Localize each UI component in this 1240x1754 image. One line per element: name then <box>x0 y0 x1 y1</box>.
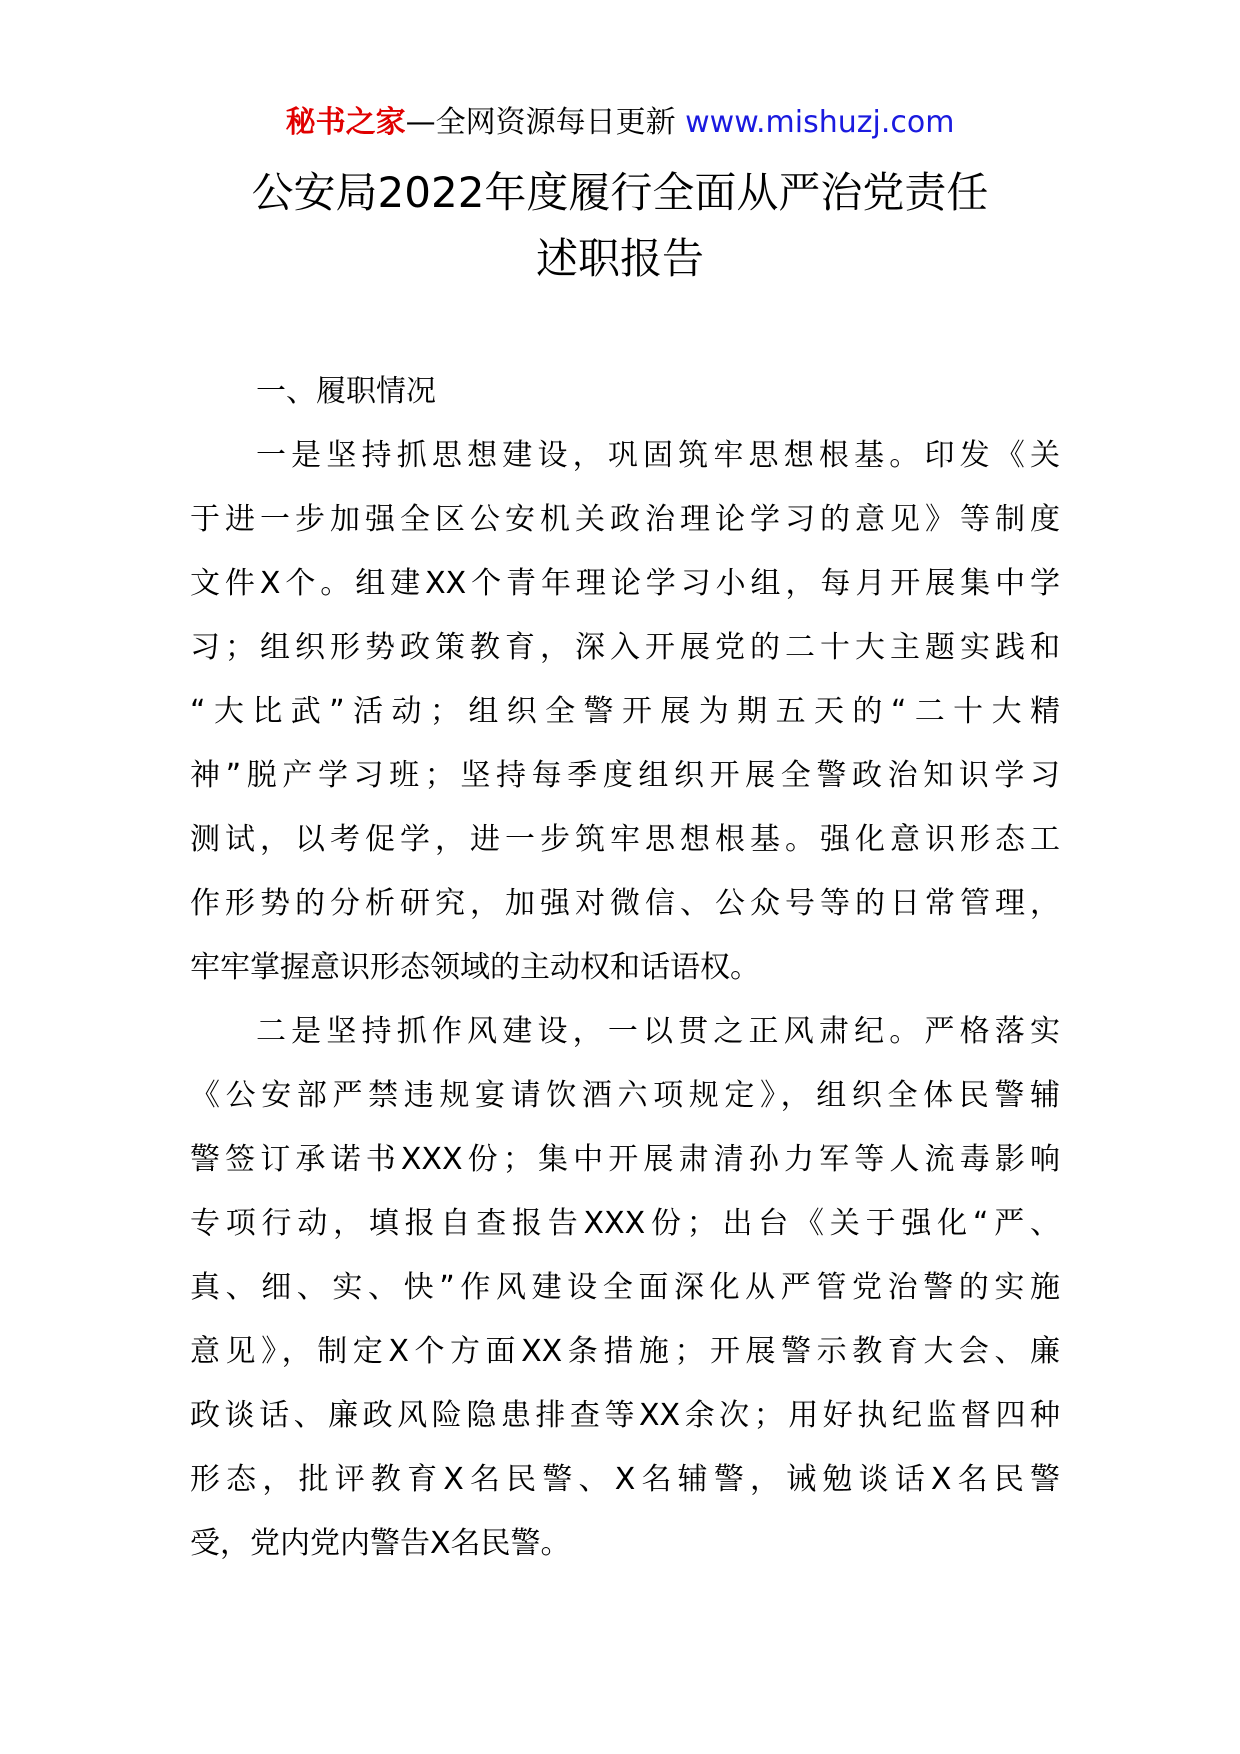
paragraph-line: 《公安部严禁违规宴请饮酒六项规定》，组织全体民警辅 <box>190 1078 1060 1113</box>
paragraph-line: 牢牢掌握意识形态领域的主动权和话语权。 <box>190 950 760 985</box>
paragraph-line: 神”脱产学习班；坚持每季度组织开展全警政治知识学习 <box>190 758 1060 793</box>
paragraph-line: 一是坚持抓思想建设，巩固筑牢思想根基。印发《关 <box>256 438 1060 473</box>
section-heading: 一、履职情况 <box>256 374 436 409</box>
header-tagline: —全网资源每日更新 <box>405 105 676 140</box>
paragraph-line: 受，党内党内警告X名民警。 <box>190 1526 571 1561</box>
document-title <box>0 160 1240 292</box>
paragraph-line: 形态，批评教育X名民警、X名辅警，诫勉谈话X名民警 <box>190 1462 1060 1497</box>
paragraph-1 <box>190 424 1060 1000</box>
paragraph-line: 二是坚持抓作风建设，一以贯之正风肃纪。严格落实 <box>256 1014 1060 1049</box>
brand-name: 秘书之家 <box>285 105 406 140</box>
paragraph-line: 测试，以考促学，进一步筑牢思想根基。强化意识形态工 <box>190 822 1060 857</box>
paragraph-line: 习；组织形势政策教育，深入开展党的二十大主题实践和 <box>190 630 1060 665</box>
paragraph-line: 文件X个。组建XX个青年理论学习小组，每月开展集中学 <box>190 566 1060 601</box>
title-line-2: 述职报告 <box>535 234 704 283</box>
site-url-link[interactable]: www.mishuzj.com <box>685 105 955 140</box>
paragraph-line: 政谈话、廉政风险隐患排查等XX余次；用好执纪监督四种 <box>190 1398 1060 1433</box>
paragraph-line: 于进一步加强全区公安机关政治理论学习的意见》等制度 <box>190 502 1060 537</box>
paragraph-line: 真、细、实、快”作风建设全面深化从严管党治警的实施 <box>190 1270 1060 1305</box>
paragraph-line: 作形势的分析研究，加强对微信、公众号等的日常管理， <box>190 886 1060 921</box>
paragraph-line: 专项行动，填报自查报告XXX份；出台《关于强化“严、 <box>190 1206 1060 1241</box>
paragraph-line: “大比武”活动；组织全警开展为期五天的“二十大精 <box>190 694 1060 729</box>
site-header <box>0 103 1240 143</box>
paragraph-line: 警签订承诺书XXX份；集中开展肃清孙力军等人流毒影响 <box>190 1142 1060 1177</box>
paragraph-line: 意见》，制定X个方面XX条措施；开展警示教育大会、廉 <box>190 1334 1060 1369</box>
document-body <box>190 360 1060 1576</box>
paragraph-2 <box>190 1000 1060 1576</box>
title-line-1: 公安局2022年度履行全面从严治党责任 <box>251 168 989 217</box>
